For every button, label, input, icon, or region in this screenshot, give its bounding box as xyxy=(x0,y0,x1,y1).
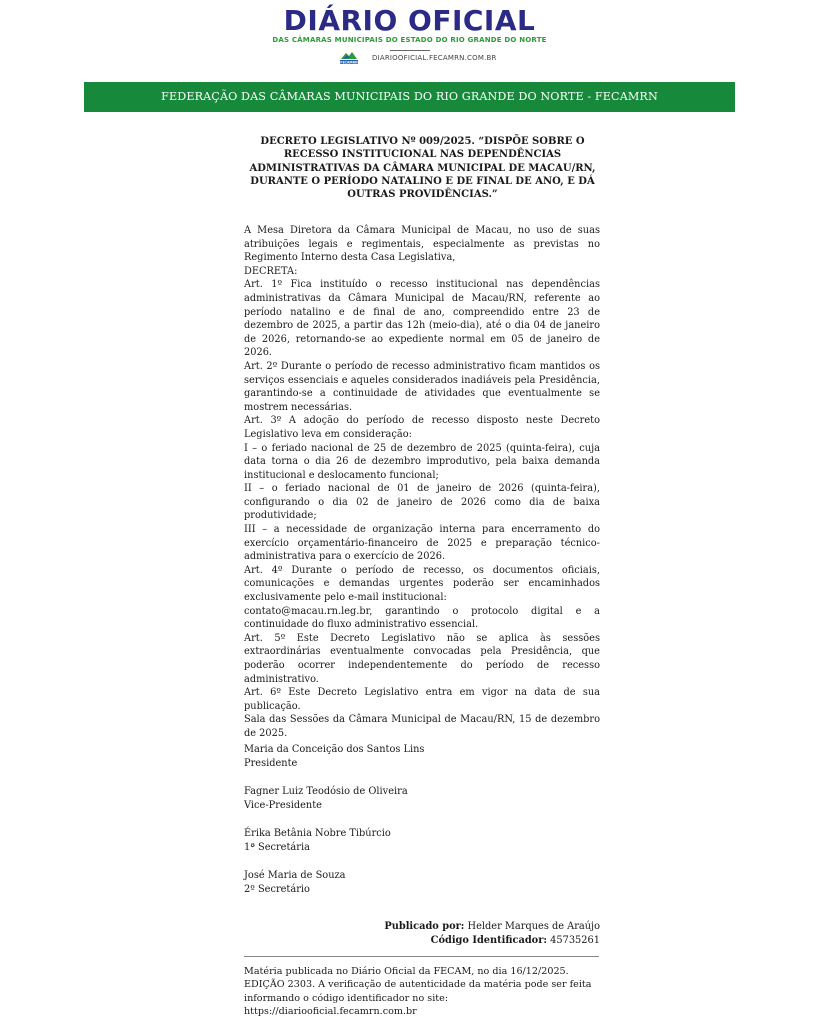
signature-name: Érika Betânia Nobre Tibúrcio xyxy=(244,828,391,839)
footer-line: informando o código identificador no site: xyxy=(244,992,449,1004)
signature-first-secretary xyxy=(244,827,600,854)
fecamrn-logo-text: FECAMRN xyxy=(340,60,358,65)
masthead-subtitle: DAS CÂMARAS MUNICIPAIS DO ESTADO DO RIO GRANDE DO NORTE xyxy=(272,36,547,44)
article-6: Art. 6º Este Decreto Legislativo entra em vigor na data de sua publicação. xyxy=(244,687,600,712)
published-by-label: Publicado por: xyxy=(384,921,465,932)
signature-name: Fagner Luiz Teodósio de Oliveira xyxy=(244,786,408,797)
published-by-row xyxy=(244,920,600,934)
signature-role: 2º Secretário xyxy=(244,883,310,895)
masthead-logo-row xyxy=(0,50,819,66)
identifier-code-row xyxy=(244,934,600,948)
signature-second-secretary xyxy=(244,869,600,896)
signature-role: Vice-Presidente xyxy=(244,799,322,811)
footer-line: Matéria publicada no Diário Oficial da FECAM, no dia 16/12/2025. xyxy=(244,966,569,977)
identifier-code-value: 45735261 xyxy=(550,934,600,946)
footer-link[interactable]: https://diariooficial.fecamrn.com.br xyxy=(244,1006,417,1018)
article-4: Art. 4º Durante o período de recesso, os documentos oficiais, comunicações e demandas urgentes poderão ser encaminhados exclusivamente pelo e-mail institucional: xyxy=(244,564,600,604)
publication-footer xyxy=(244,965,600,1019)
article-3-item-iii: III – a necessidade de organização interna para encerramento do exercício orçamentário-financeiro de 2025 e preparação técnico-administrativa para o exercício de 2026. xyxy=(244,524,600,563)
masthead-site[interactable]: DIARIOOFICIAL.FECAMRN.COM.BR xyxy=(372,54,497,62)
signature-role: Presidente xyxy=(244,757,298,769)
preamble-paragraph: A Mesa Diretora da Câmara Municipal de Macau, no uso de suas atribuições legais e regimentais, especialmente as previstas no Regimento Interno desta Casa Legislativa, xyxy=(244,225,600,264)
identifier-code-label: Código Identificador: xyxy=(430,934,547,946)
footer-line: EDIÇÃO 2303. A verificação de autenticidade da matéria pode ser feita xyxy=(244,979,592,991)
article-3: Art. 3º A adoção do período de recesso disposto neste Decreto Legislativo leva em consideração: xyxy=(244,415,600,440)
article-1: Art. 1º Fica instituído o recesso institucional nas dependências administrativas da Câmara Municipal de Macau/RN, referente ao período natalino e de final de ano, compreendido entre 23 de dezembro de 2025, a partir das 12h (meio-dia), até o dia 04 de janeiro de 2026, retornando-se ao expediente normal em 05 de janeiro de 2026. xyxy=(244,279,600,359)
signature-name: José Maria de Souza xyxy=(244,870,346,881)
session-place-date: Sala das Sessões da Câmara Municipal de Macau/RN, 15 de dezembro de 2025. xyxy=(244,714,600,739)
decree-title-line: DURANTE O PERÍODO NATALINO E DE FINAL DE ANO, E DÁ xyxy=(250,175,595,187)
footer-divider xyxy=(244,956,599,957)
decree-title xyxy=(245,135,600,201)
decree-title-line: OUTRAS PROVIDÊNCIAS.” xyxy=(347,189,498,201)
decree-title-line: ADMINISTRATIVAS DA CÂMARA MUNICIPAL DE MACAU/RN, xyxy=(249,162,596,174)
signature-president xyxy=(244,743,600,770)
published-by-value: Helder Marques de Araújo xyxy=(467,921,600,932)
article-2: Art. 2º Durante o período de recesso administrativo ficam mantidos os serviços essenciais e aqueles considerados inadiáveis pela Presidência, garantindo-se a continuidade de atividades que eventualmente se mostrem necessárias. xyxy=(244,360,600,413)
article-3-item-i: I – o feriado nacional de 25 de dezembro de 2025 (quinta-feira), cuja data torna o dia 26 de dezembro improdutivo, pela baixa demanda institucional e deslocamento funcional; xyxy=(244,442,600,481)
federation-band-text: FEDERAÇÃO DAS CÂMARAS MUNICIPAIS DO RIO GRANDE DO NORTE - FECAMRN xyxy=(161,90,658,103)
federation-band xyxy=(84,82,735,112)
masthead-title: DIÁRIO OFICIAL xyxy=(283,4,536,37)
decree-body xyxy=(244,224,600,741)
decree-title-line: RECESSO INSTITUCIONAL NAS DEPENDÊNCIAS xyxy=(283,149,562,161)
decreta-heading: DECRETA: xyxy=(244,265,298,277)
fecamrn-logo xyxy=(338,50,360,66)
signature-vice-president xyxy=(244,785,600,812)
article-4-email: contato@macau.rn.leg.br, garantindo o protocolo digital e a continuidade do fluxo administrativo essencial. xyxy=(244,605,600,631)
signature-name: Maria da Conceição dos Santos Lins xyxy=(244,744,425,755)
article-5: Art. 5º Este Decreto Legislativo não se aplica às sessões extraordinárias eventualmente convocadas pela Presidência, que poderão ocorrer independentemente do período de recesso administrativo. xyxy=(244,632,600,685)
decree-title-line: DECRETO LEGISLATIVO Nº 009/2025. “DISPÕE SOBRE O xyxy=(260,136,585,147)
masthead xyxy=(0,6,819,51)
publication-info xyxy=(244,920,600,947)
signature-role: 1ª Secretária xyxy=(244,841,310,853)
article-3-item-ii: II – o feriado nacional de 01 de janeiro de 2026 (quinta-feira), configurando o dia 02 de janeiro de 2026 como dia de baixa produtividade; xyxy=(244,483,600,522)
